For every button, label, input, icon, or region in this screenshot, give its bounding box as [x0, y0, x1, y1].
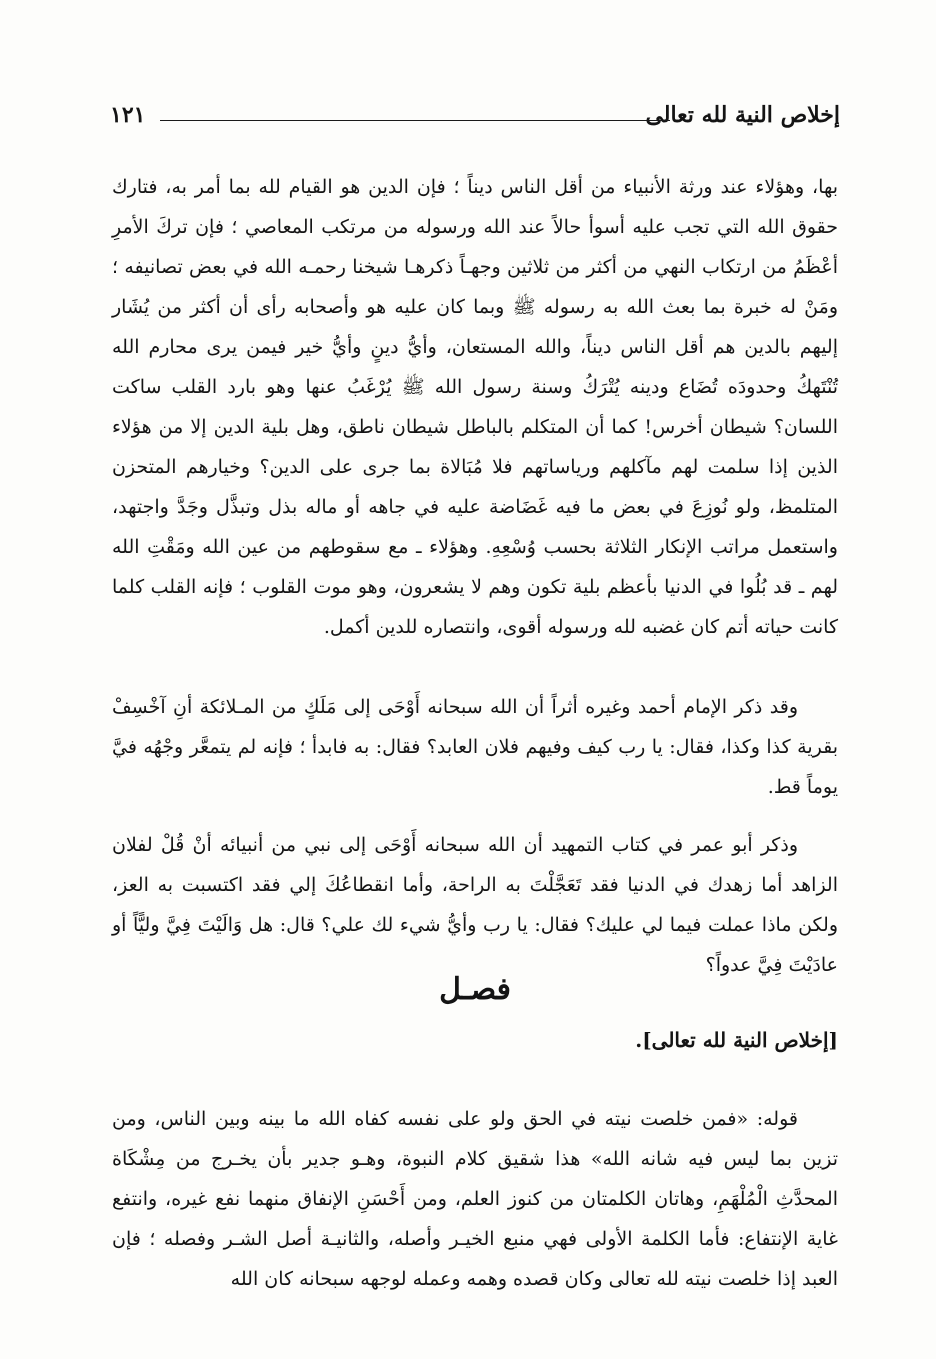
- paragraph-4: قوله: «فمن خلصت نيته في الحق ولو على نفسه كفاه الله ما بينه وبين الناس، ومن تزين بما ليس فيه شانه الله» هذا شقيق كلام النبوة، وهـو جدير بأن يخـرج من مِشْكَاة المحدَّثِ الْمُلْهَمِ، وهاتان الكلمتان من كنوز العلم، ومن أَحْسَنِ الإنفاق منهما نفع غيره، وانتفع غاية الإنتفاع: فأما الكلمة الأولى فهي منبع الخيـر وأصله، والثانيـة أصل الشـر وفصله ؛ فإن العبد إذا خلصت نيته لله تعالى وكان قصده وهمه وعمله لوجهه سبحانه كان الله: [112, 1108, 838, 1290]
- header-rule: [160, 120, 670, 121]
- paragraph-1: بها، وهؤلاء عند ورثة الأنبياء من أقل الناس ديناً ؛ فإن الدين هو القيام لله بما أمر به، فتارك حقوق الله التي تجب عليه أسوأ حالاً عند الله ورسوله من مرتكب المعاصي ؛ فإن تركَ الأمرِ أعْظَمُ من ارتكاب النهي من أكثر من ثلاثين وجهـاً ذكرهـا شيخنا رحمـه الله في بعض تصانيفه ؛ ومَنْ له خبرة بما بعث الله به رسوله ﷺ وبما كان عليه هو وأصحابه رأى أن أكثر من يُشَار إليهم بالدين هم أقل الناس ديناً، والله المستعان، وأيُّ دينٍ وأيُّ خير فيمن يرى محارم الله تُنْتَهكُ وحدودَه تُضَاع ودينه يُتْرَكُ وسنة رسول الله ﷺ يُرْغَبُ عنها وهو بارد القلب ساكت اللسان؟ شيطان أخرس! كما أن المتكلم بالباطل شيطان ناطق، وهل بلية الدين إلا من هؤلاء الذين إذا سلمت لهم مآكلهم ورياساتهم فلا مُبَالاة بما جرى على الدين؟ وخيارهم المتحزن المتلمظ، ولو نُوزِعَ في بعض ما فيه غَضَاضة عليه في جاهه أو ماله بذل وتبذَّل وجَدَّ واجتهد، واستعمل مراتب الإنكار الثلاثة بحسب وُسْعِهِ. وهؤلاء ـ مع سقوطهم من عين الله ومَقْتِ الله لهم ـ قد بُلُوا في الدنيا بأعظم بلية تكون وهم لا يشعرون، وهو موت القلوب ؛ فإنه القلب كلما كانت حياته أتم كان غضبه لله ورسوله أقوى، وانتصاره للدين أكمل.: [112, 176, 838, 638]
- running-title: إخلاص النية لله تعالى: [645, 102, 840, 128]
- paragraph-3: وذكر أبو عمر في كتاب التمهيد أن الله سبحانه أَوْحَى إلى نبي من أنبيائه أنْ قُلْ لفلان الزاهد أما زهدك في الدنيا فقد تَعَجَّلْتَ به الراحة، وأما انقطاعُكَ إلي فقد اكتسبت به العز، ولكن ماذا عملت فيما لي عليك؟ فقال: يا رب وأيُّ شيء لك علي؟ قال: هل وَالَيْتَ فِيَّ وليًّاً أو عادَيْتَ فِيَّ عدواً؟: [112, 834, 838, 976]
- paragraph-2: وقد ذكر الإمام أحمد وغيره أثراً أن الله سبحانه أَوْحَى إلى مَلَكٍ من المـلائكة أنِ آخْسِفْ بقرية كذا وكذا، فقال: يا رب كيف وفيهم فلان العابد؟ فقال: به فابدأ ؛ فإنه لم يتمعَّر وجْهُه فيَّ يوماً قط.: [112, 696, 838, 798]
- section-heading: فصـل: [439, 972, 511, 1007]
- section-subheading: [إخلاص النية لله تعالى].: [635, 1028, 838, 1052]
- page-number: ١٢١: [110, 102, 146, 128]
- page-header: [110, 98, 840, 138]
